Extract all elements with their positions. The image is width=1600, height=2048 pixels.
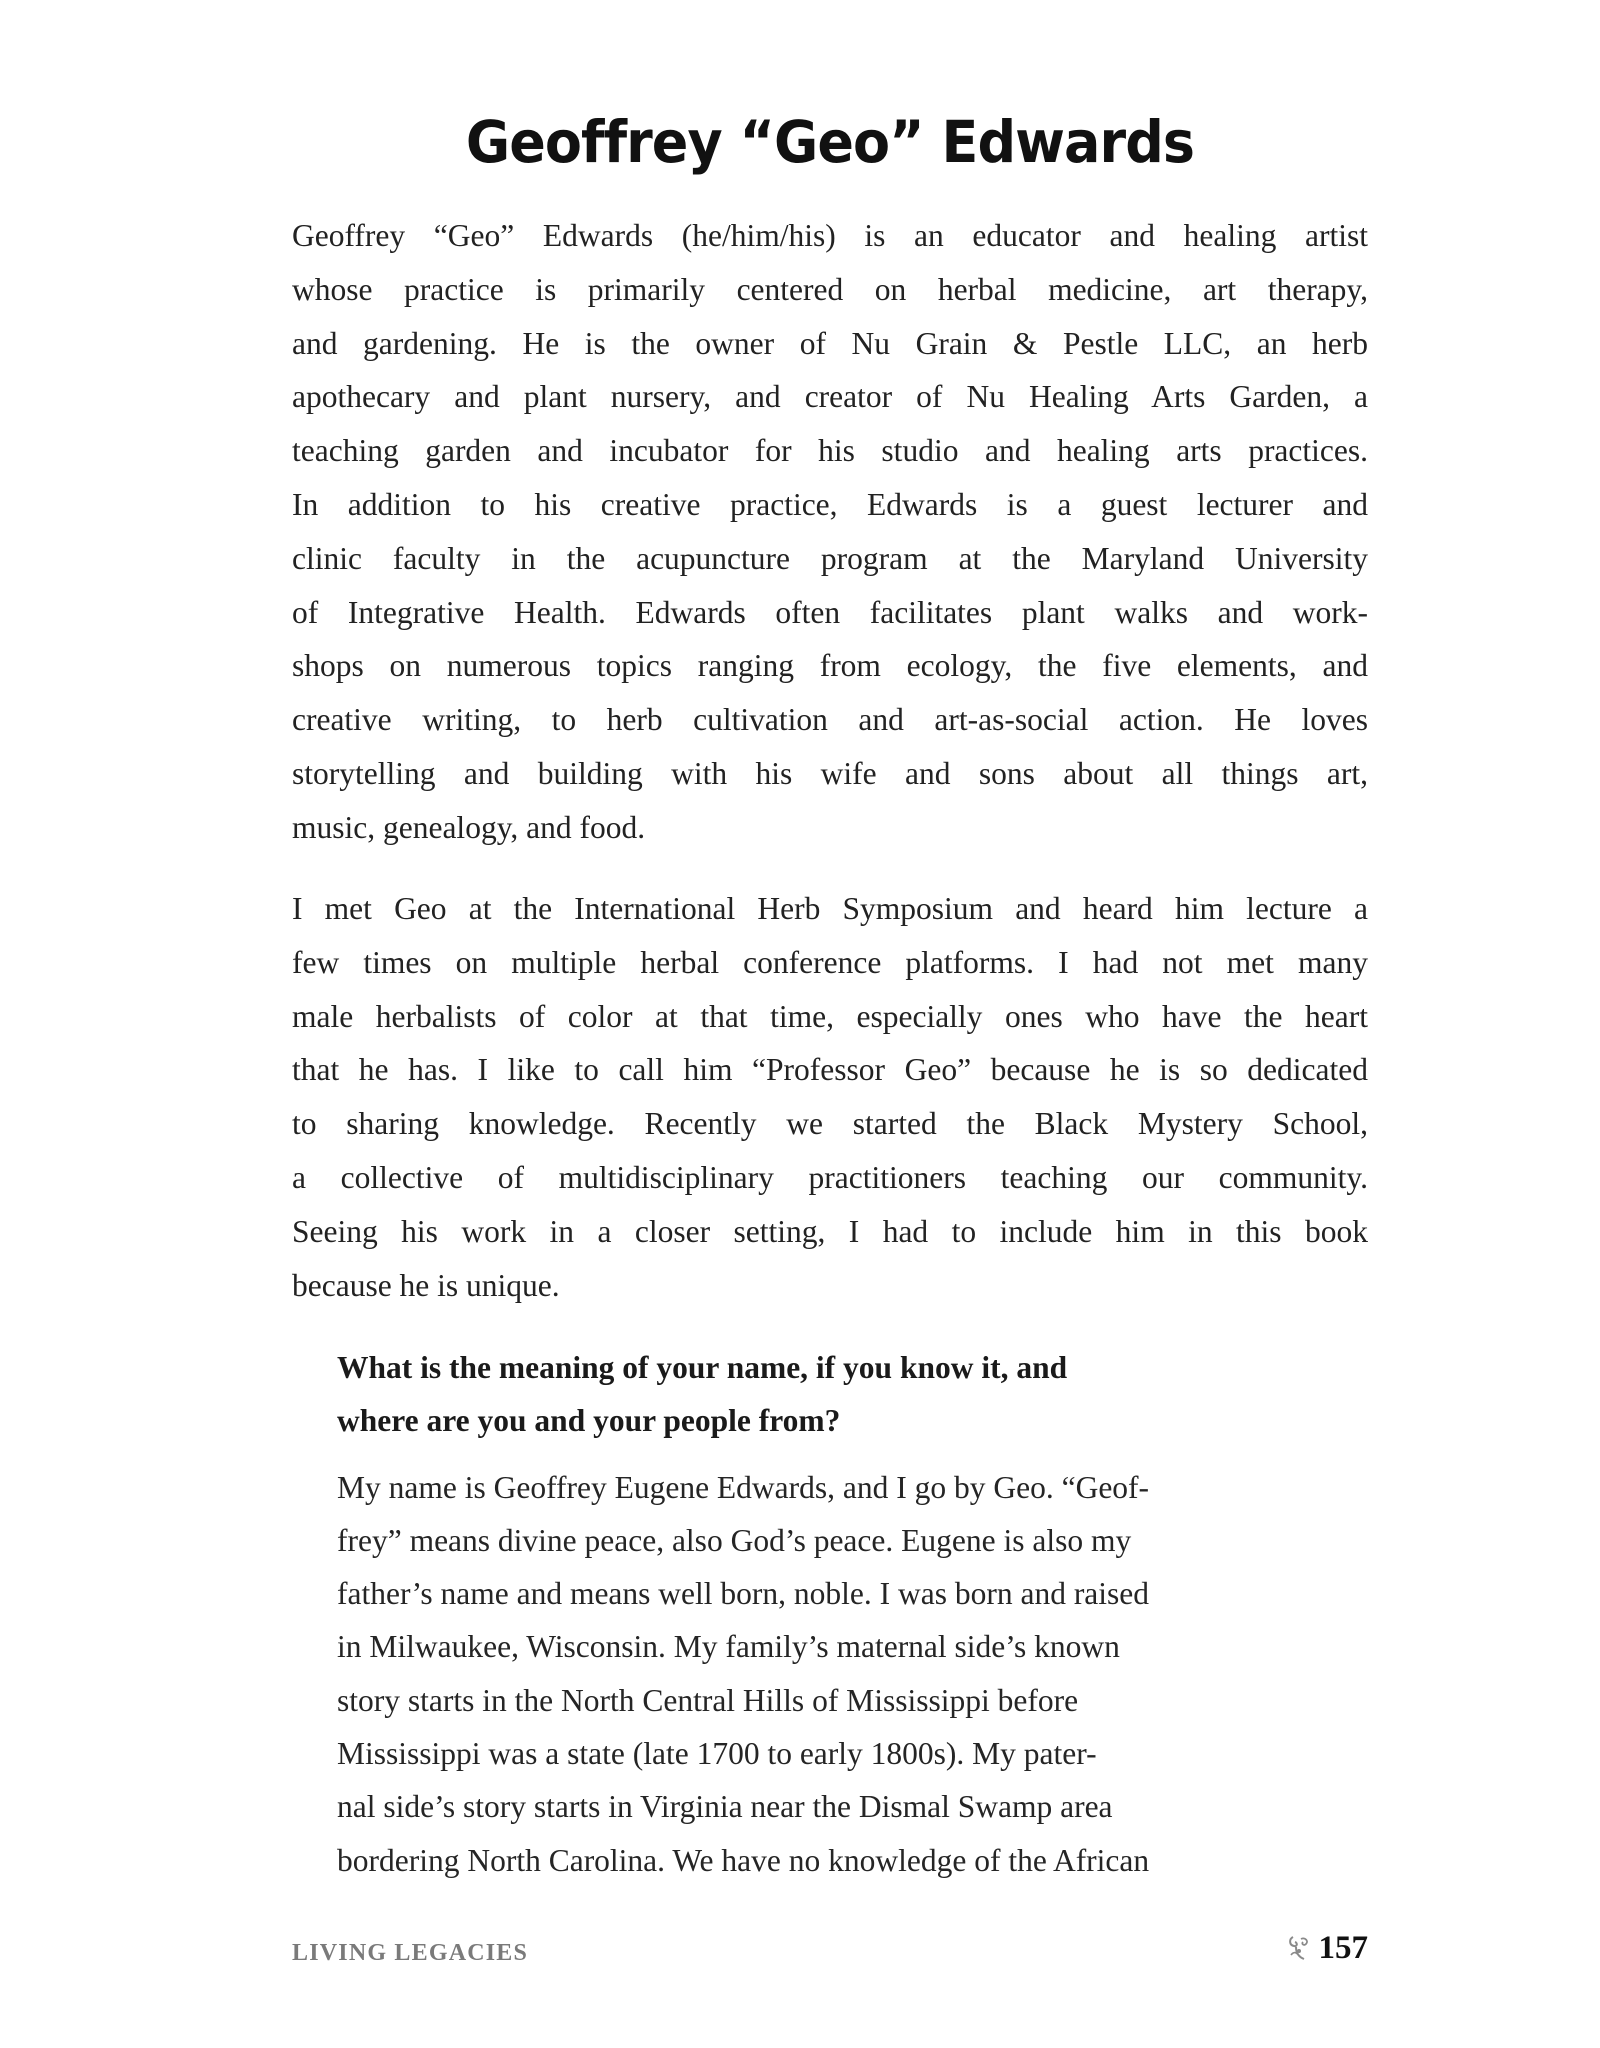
answer-line: frey” means divine peace, also God’s peace. Eugene is also my bbox=[337, 1523, 1132, 1558]
paragraph-line: music, genealogy, and food. bbox=[292, 810, 646, 845]
paragraph-line: to sharing knowledge. Recently we started the Black Mystery School, bbox=[292, 1106, 1368, 1141]
answer-line: in Milwaukee, Wisconsin. My family’s maternal side’s known bbox=[337, 1629, 1120, 1664]
paragraph-line: In addition to his creative practice, Edwards is a guest lecturer and bbox=[292, 487, 1368, 522]
paragraph-line: storytelling and building with his wife and sons about all things art, bbox=[292, 756, 1368, 791]
paragraph-line: that he has. I like to call him “Professor Geo” because he is so dedicated bbox=[292, 1052, 1368, 1087]
paragraph-line: Seeing his work in a closer setting, I had to include him in this book bbox=[292, 1214, 1368, 1249]
page-number: 157 bbox=[1318, 1930, 1368, 1966]
answer-line: father’s name and means well born, noble. I was born and raised bbox=[337, 1576, 1150, 1611]
floral-ornament-icon bbox=[1287, 1933, 1311, 1963]
paragraph-line: whose practice is primarily centered on herbal medicine, art therapy, bbox=[292, 272, 1368, 307]
paragraph-line: clinic faculty in the acupuncture program at the Maryland University bbox=[292, 541, 1368, 576]
paragraph-line: because he is unique. bbox=[292, 1268, 560, 1303]
answer-line: bordering North Carolina. We have no knowledge of the African bbox=[337, 1843, 1150, 1878]
paragraph-line: creative writing, to herb cultivation and art-as-social action. He loves bbox=[292, 702, 1368, 737]
paragraph-line: shops on numerous topics ranging from ecology, the five elements, and bbox=[292, 648, 1368, 683]
answer-line: My name is Geoffrey Eugene Edwards, and I go by Geo. “Geof- bbox=[337, 1470, 1150, 1505]
paragraph-line: Geoffrey “Geo” Edwards (he/him/his) is an educator and healing artist bbox=[292, 218, 1368, 253]
running-head: LIVING LEGACIES bbox=[292, 1940, 529, 1966]
answer-line: Mississippi was a state (late 1700 to early 1800s). My pater- bbox=[337, 1736, 1097, 1771]
answer-line: nal side’s story starts in Virginia near the Dismal Swamp area bbox=[337, 1789, 1113, 1824]
paragraph-line: a collective of multidisciplinary practitioners teaching our community. bbox=[292, 1160, 1368, 1195]
paragraph-line: few times on multiple herbal conference platforms. I had not met many bbox=[292, 945, 1368, 980]
paragraph-line: and gardening. He is the owner of Nu Grain & Pestle LLC, an herb bbox=[292, 326, 1368, 361]
answer-line: story starts in the North Central Hills of Mississippi before bbox=[337, 1683, 1079, 1718]
paragraph-line: apothecary and plant nursery, and creator of Nu Healing Arts Garden, a bbox=[292, 379, 1368, 414]
question-line: where are you and your people from? bbox=[337, 1403, 841, 1438]
question-line: What is the meaning of your name, if you know it, and bbox=[337, 1350, 1068, 1385]
paragraph-line: teaching garden and incubator for his studio and healing arts practices. bbox=[292, 433, 1368, 468]
paragraph-line: I met Geo at the International Herb Symposium and heard him lecture a bbox=[292, 891, 1368, 926]
paragraph-line: male herbalists of color at that time, especially ones who have the heart bbox=[292, 999, 1368, 1034]
paragraph-line: of Integrative Health. Edwards often facilitates plant walks and work- bbox=[292, 595, 1368, 630]
page-title: Geoffrey “Geo” Edwards bbox=[465, 108, 1195, 176]
folio bbox=[1287, 1930, 1369, 1966]
